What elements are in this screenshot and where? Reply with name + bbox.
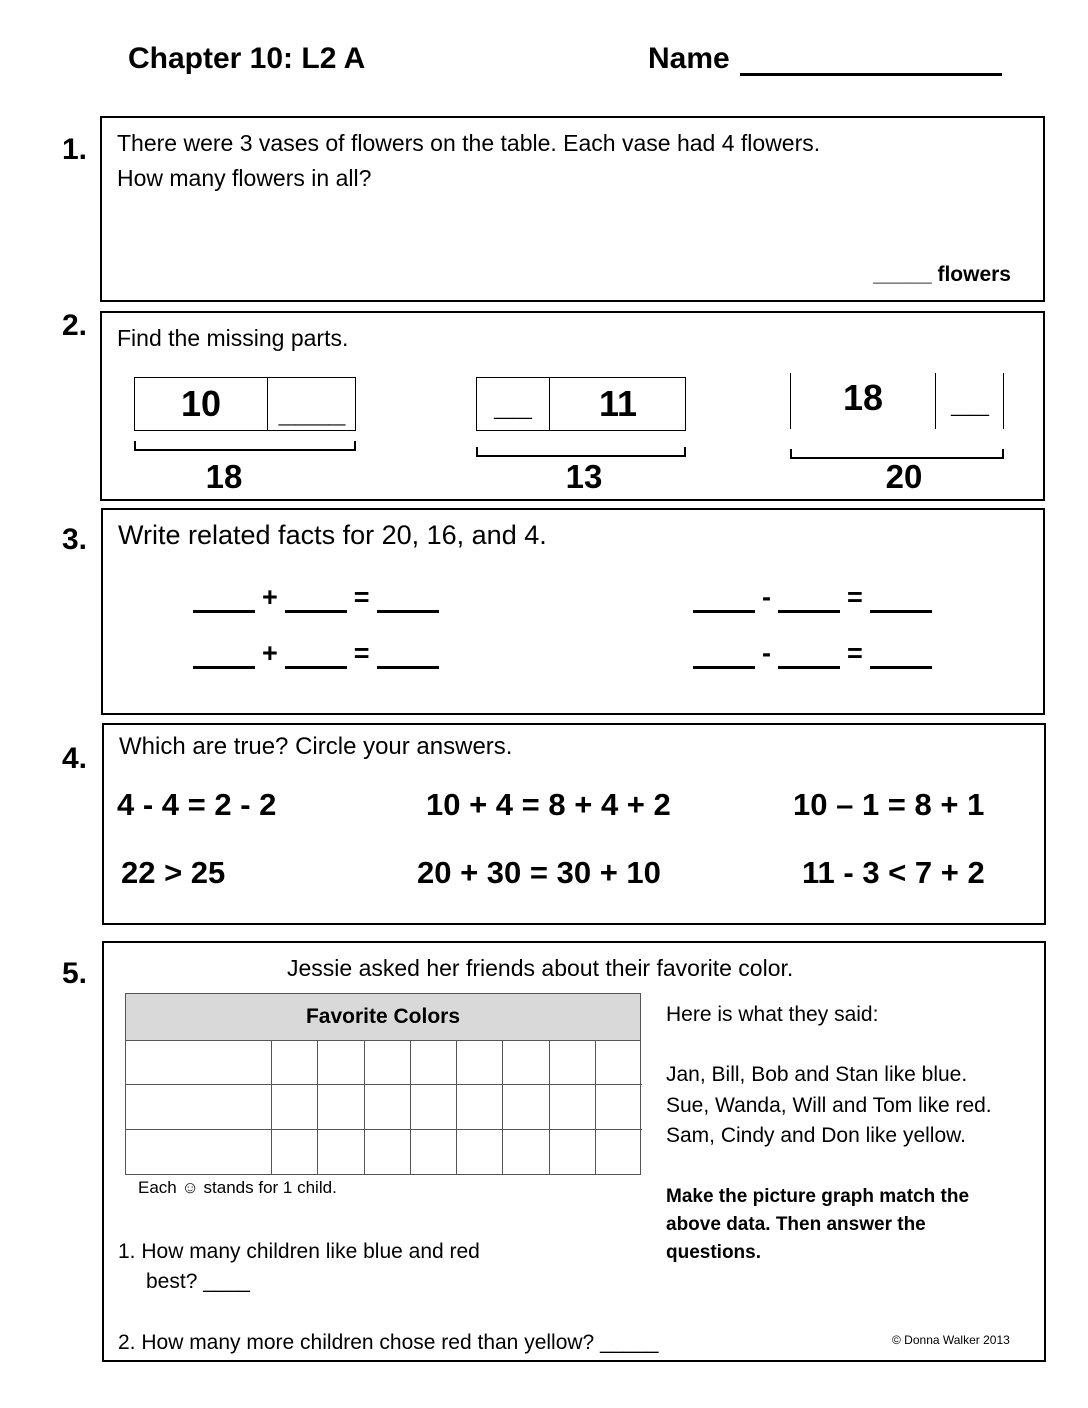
equation-2[interactable]: 10 + 4 = 8 + 4 + 2 — [426, 787, 671, 822]
minus-sign: - — [762, 582, 771, 612]
question-1-number: 1. — [62, 133, 88, 166]
equation-6[interactable]: 11 - 3 < 7 + 2 — [802, 855, 985, 890]
graph-picture-cell[interactable] — [411, 1085, 457, 1130]
minus-sign: - — [762, 638, 771, 668]
part-model-1-whole: 18 — [205, 458, 243, 495]
copyright: © Donna Walker 2013 — [892, 1333, 1010, 1347]
question-4-box — [102, 723, 1046, 925]
graph-picture-cell[interactable] — [318, 1085, 364, 1130]
graph-picture-cell[interactable] — [365, 1130, 411, 1174]
question-2-number: 2. — [62, 309, 88, 342]
graph-picture-cell[interactable] — [596, 1040, 642, 1085]
blank[interactable] — [285, 644, 347, 669]
graph-picture-cell[interactable] — [596, 1130, 642, 1174]
graph-picture-cell[interactable] — [272, 1085, 318, 1130]
plus-sign: + — [262, 582, 278, 612]
data-intro: Here is what they said: — [666, 1003, 879, 1026]
picture-graph-title: Favorite Colors — [126, 994, 640, 1041]
blank[interactable] — [870, 588, 932, 613]
question-3-prompt: Write related facts for 20, 16, and 4. — [118, 520, 547, 550]
blank[interactable] — [693, 588, 755, 613]
graph-instruction: Make the picture graph match the above data. Then answer the questions. — [666, 1186, 970, 1263]
question-1-line-1: There were 3 vases of flowers on the table. Each vase had 4 flowers. — [117, 130, 821, 156]
blank[interactable] — [870, 644, 932, 669]
part-model-2-bracket — [476, 447, 686, 457]
part-model-3-divider — [935, 373, 936, 429]
part-model-3-right[interactable]: __ — [951, 381, 989, 420]
graph-picture-cell[interactable] — [503, 1040, 549, 1085]
part-model-2-left[interactable]: __ — [494, 384, 532, 423]
graph-picture-cell[interactable] — [550, 1085, 596, 1130]
graph-picture-cell[interactable] — [457, 1130, 503, 1174]
part-model-2-right: 11 — [598, 383, 638, 424]
part-model-3 — [790, 373, 1004, 429]
plus-sign: + — [262, 638, 278, 668]
equation-4[interactable]: 22 > 25 — [121, 855, 226, 890]
equals-sign: = — [353, 582, 370, 612]
question-1-answer[interactable]: _____ flowers — [873, 263, 1011, 286]
graph-picture-cell[interactable] — [411, 1130, 457, 1174]
question-5-box — [102, 941, 1046, 1362]
part-model-1 — [134, 377, 356, 431]
equation-1[interactable]: 4 - 4 = 2 - 2 — [117, 787, 277, 822]
question-5-2[interactable]: 2. How many more children chose red than yellow? _____ — [118, 1331, 659, 1354]
graph-row-label-cell[interactable] — [126, 1085, 272, 1130]
graph-picture-cell[interactable] — [550, 1040, 596, 1085]
part-model-2-whole: 13 — [565, 458, 603, 495]
blank[interactable] — [193, 588, 255, 613]
graph-key: Each ☺ stands for 1 child. — [138, 1178, 337, 1197]
graph-picture-cell[interactable] — [596, 1085, 642, 1130]
question-1-line-2: How many flowers in all? — [117, 165, 372, 191]
question-3-box — [101, 508, 1045, 715]
name-field[interactable] — [648, 42, 1002, 76]
question-4-number: 4. — [62, 742, 88, 775]
graph-picture-cell[interactable] — [365, 1040, 411, 1085]
question-1-box — [100, 116, 1045, 302]
picture-graph — [125, 993, 641, 1175]
question-5-1-line-2[interactable]: best? ____ — [146, 1270, 250, 1293]
subtraction-fact-2[interactable] — [693, 638, 932, 669]
part-model-1-divider — [267, 378, 268, 430]
addition-fact-1[interactable] — [193, 582, 439, 613]
graph-picture-cell[interactable] — [365, 1085, 411, 1130]
equation-3[interactable]: 10 – 1 = 8 + 1 — [793, 787, 985, 822]
equals-sign: = — [847, 638, 863, 668]
blank[interactable] — [778, 644, 840, 669]
part-model-2 — [476, 377, 686, 431]
graph-picture-cell[interactable] — [457, 1040, 503, 1085]
data-line-blue: Jan, Bill, Bob and Stan like blue. — [666, 1063, 968, 1086]
part-model-3-left: 18 — [842, 377, 884, 418]
graph-picture-cell[interactable] — [503, 1085, 549, 1130]
blank[interactable] — [285, 588, 347, 613]
graph-picture-cell[interactable] — [411, 1040, 457, 1085]
blank[interactable] — [193, 644, 255, 669]
blank[interactable] — [693, 644, 755, 669]
subtraction-fact-1[interactable] — [693, 582, 932, 613]
part-model-2-divider — [549, 378, 550, 430]
question-5-number: 5. — [62, 957, 88, 990]
question-2-prompt: Find the missing parts. — [117, 325, 349, 351]
equals-sign: = — [847, 582, 863, 612]
blank[interactable] — [377, 644, 439, 669]
part-model-1-left: 10 — [180, 383, 222, 424]
graph-picture-cell[interactable] — [272, 1040, 318, 1085]
question-2-box — [100, 311, 1045, 501]
question-3-number: 3. — [62, 523, 88, 556]
question-5-prompt: Jessie asked her friends about their favorite color. — [287, 955, 794, 981]
graph-picture-cell[interactable] — [272, 1130, 318, 1174]
worksheet-title: Chapter 10: L2 A — [128, 42, 366, 75]
addition-fact-2[interactable] — [193, 638, 439, 669]
part-model-1-bracket — [134, 441, 356, 451]
graph-picture-cell[interactable] — [457, 1085, 503, 1130]
blank[interactable] — [377, 588, 439, 613]
data-line-yellow: Sam, Cindy and Don like yellow. — [666, 1124, 966, 1147]
graph-picture-cell[interactable] — [318, 1040, 364, 1085]
question-4-prompt: Which are true? Circle your answers. — [119, 733, 513, 760]
blank[interactable] — [778, 588, 840, 613]
part-model-3-whole: 20 — [885, 458, 923, 495]
graph-picture-cell[interactable] — [550, 1130, 596, 1174]
graph-picture-cell[interactable] — [503, 1130, 549, 1174]
name-label: Name — [648, 42, 730, 75]
name-blank-line — [740, 47, 1002, 76]
data-line-red: Sue, Wanda, Will and Tom like red. — [666, 1094, 992, 1117]
part-model-1-right[interactable]: ____ — [278, 396, 346, 429]
graph-row-label-cell[interactable] — [126, 1130, 272, 1174]
graph-picture-cell[interactable] — [318, 1130, 364, 1174]
equals-sign: = — [353, 638, 370, 668]
graph-row-label-cell[interactable] — [126, 1040, 272, 1085]
equation-5[interactable]: 20 + 30 = 30 + 10 — [417, 855, 661, 890]
question-5-1-line-1: 1. How many children like blue and red — [118, 1240, 480, 1263]
